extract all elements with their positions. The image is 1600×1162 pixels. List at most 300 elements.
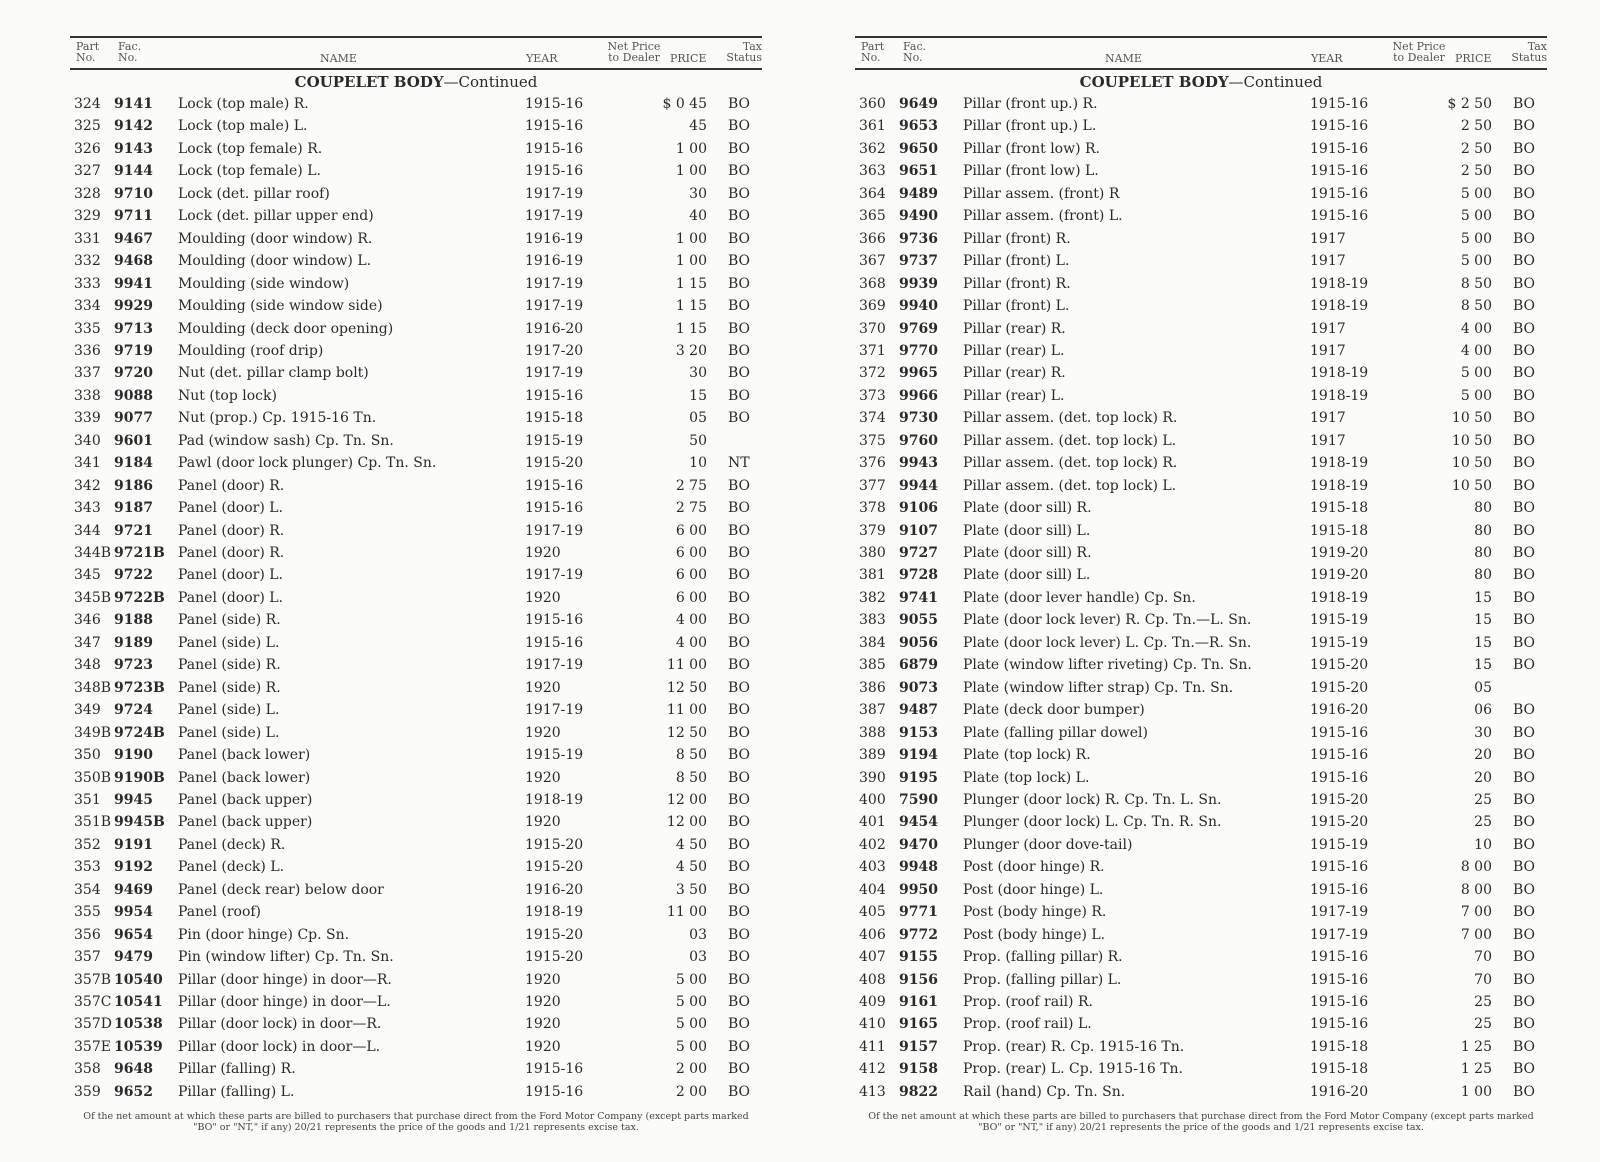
table-row <box>70 273 762 295</box>
header-net-price: Net Price to Dealer <box>607 40 661 64</box>
price: 12 00 <box>666 814 707 831</box>
part-name: Pillar (front) R. <box>963 275 1071 292</box>
year: 1915-18 <box>1310 1061 1369 1078</box>
part-name: Pillar assem. (det. top lock) R. <box>963 410 1178 427</box>
part-name: Panel (door) R. <box>178 545 285 561</box>
part-no: 374 <box>859 410 886 427</box>
tax-status: BO <box>728 500 751 517</box>
tax-status: BO <box>728 140 751 157</box>
price: 11 00 <box>666 904 707 921</box>
section-title <box>70 73 762 91</box>
table-header <box>855 36 1547 70</box>
part-no: 372 <box>859 365 886 382</box>
year: 1920 <box>525 589 561 606</box>
part-name: Prop. (roof rail) R. <box>963 994 1093 1010</box>
year: 1917 <box>1310 432 1346 449</box>
part-no: 344B <box>74 545 112 561</box>
year: 1915-20 <box>1310 679 1369 696</box>
table-header <box>70 36 762 70</box>
tax-status: BO <box>728 163 751 180</box>
year: 1915-16 <box>1310 859 1369 876</box>
header-net-price: Net Price to Dealer <box>1392 40 1446 64</box>
table-row <box>855 789 1547 811</box>
year: 1915-16 <box>525 118 584 135</box>
fac-no: 9728 <box>899 567 938 584</box>
part-no: 382 <box>859 589 886 606</box>
part-no: 355 <box>74 904 101 921</box>
price: 80 <box>1474 500 1492 517</box>
fac-no: 9055 <box>899 612 938 629</box>
part-name: Prop. (falling pillar) R. <box>963 949 1123 966</box>
part-no: 385 <box>859 657 886 674</box>
price: 30 <box>689 365 707 382</box>
table-row <box>70 160 762 182</box>
price: 45 <box>689 118 707 135</box>
year: 1917 <box>1310 320 1346 337</box>
year: 1916-20 <box>1310 702 1369 719</box>
part-name: Panel (deck) L. <box>178 859 285 876</box>
part-name: Plate (door lever handle) Cp. Sn. <box>963 589 1196 606</box>
part-no: 359 <box>74 1083 101 1100</box>
price: 25 <box>1474 791 1492 808</box>
tax-status: BO <box>1513 567 1536 584</box>
table-row <box>70 362 762 384</box>
tax-status: BO <box>1513 1083 1536 1100</box>
part-name: Panel (back upper) <box>178 814 313 831</box>
footnote: Of the net amount at which these parts are billed to purchasers that purchase direct from the Ford Motor Company (except parts marked "BO" or "NT," if any) 20/21 represents the price of the goods and 1/21 represents excise tax. <box>868 1111 1534 1133</box>
tax-status: BO <box>1513 96 1536 112</box>
part-no: 328 <box>74 185 101 202</box>
tax-status: BO <box>1513 589 1536 606</box>
part-no: 403 <box>859 859 886 876</box>
part-no: 331 <box>74 230 101 247</box>
part-name: Panel (back upper) <box>178 791 313 808</box>
part-no: 369 <box>859 298 886 315</box>
price: 2 00 <box>675 1083 707 1100</box>
price: 5 00 <box>675 994 707 1010</box>
part-name: Pin (door hinge) Cp. Sn. <box>178 926 350 943</box>
part-no: 362 <box>859 140 886 157</box>
price: 6 00 <box>675 589 707 606</box>
header-fac-no: Fac. No. <box>118 40 142 64</box>
table-row <box>70 609 762 631</box>
part-no: 405 <box>859 904 886 921</box>
fac-no: 9769 <box>899 320 938 337</box>
price: 6 00 <box>675 522 707 539</box>
table-row <box>855 318 1547 340</box>
tax-status: BO <box>1513 185 1536 202</box>
part-no: 360 <box>859 96 886 112</box>
table-row <box>70 1058 762 1080</box>
part-name: Moulding (deck door opening) <box>178 320 394 337</box>
price: 5 00 <box>1460 230 1492 247</box>
fac-no: 9088 <box>114 387 153 404</box>
price: 05 <box>689 410 707 427</box>
year: 1915-16 <box>1310 994 1369 1010</box>
header-part-no: Part No. <box>861 40 885 64</box>
part-no: 366 <box>859 230 886 247</box>
year: 1917-19 <box>525 365 584 382</box>
part-no: 354 <box>74 881 101 898</box>
part-name: Plate (deck door bumper) <box>963 702 1145 719</box>
price: 4 50 <box>675 859 707 876</box>
part-no: 378 <box>859 500 886 517</box>
price: 8 50 <box>1460 298 1492 315</box>
fac-no: 9722 <box>114 567 153 584</box>
table-row <box>70 475 762 497</box>
year: 1915-16 <box>525 612 584 629</box>
fac-no: 9822 <box>899 1083 938 1100</box>
tax-status: BO <box>1513 455 1536 472</box>
section-title <box>855 73 1547 91</box>
fac-no: 9721B <box>114 545 165 561</box>
part-no: 325 <box>74 118 101 135</box>
tax-status: BO <box>728 657 751 674</box>
tax-status: BO <box>728 320 751 337</box>
part-no: 357 <box>74 949 101 966</box>
year: 1915-20 <box>1310 814 1369 831</box>
part-no: 350B <box>74 769 112 786</box>
table-row <box>855 744 1547 766</box>
part-no: 327 <box>74 163 101 180</box>
part-name: Panel (door) L. <box>178 567 283 584</box>
year: 1920 <box>525 724 561 741</box>
price: 5 00 <box>1460 208 1492 225</box>
part-name: Panel (back lower) <box>178 769 311 786</box>
year: 1915-16 <box>525 500 584 517</box>
part-name: Nut (prop.) Cp. 1915-16 Tn. <box>178 410 377 427</box>
table-row <box>70 654 762 676</box>
year: 1915-16 <box>1310 971 1369 988</box>
part-name: Lock (top male) R. <box>178 96 309 112</box>
fac-no: 9601 <box>114 432 153 449</box>
fac-no: 9192 <box>114 859 153 876</box>
part-name: Plate (top lock) R. <box>963 747 1091 764</box>
price: 25 <box>1474 1016 1492 1033</box>
header-name: NAME <box>320 52 357 65</box>
year: 1915-18 <box>525 410 584 427</box>
year: 1915-20 <box>525 455 584 472</box>
price: 20 <box>1474 747 1492 764</box>
tax-status: BO <box>1513 545 1536 561</box>
year: 1915-16 <box>1310 118 1369 135</box>
tax-status: BO <box>1513 410 1536 427</box>
price: 4 50 <box>675 836 707 853</box>
year: 1915-16 <box>1310 208 1369 225</box>
part-name: Pin (window lifter) Cp. Tn. Sn. <box>178 949 394 966</box>
table-row <box>855 969 1547 991</box>
section-suffix: —Continued <box>443 73 538 91</box>
fac-no: 9468 <box>114 253 153 270</box>
part-name: Prop. (rear) L. Cp. 1915-16 Tn. <box>963 1061 1183 1078</box>
year: 1915-16 <box>525 96 584 112</box>
tax-status: BO <box>1513 477 1536 494</box>
table-row <box>855 811 1547 833</box>
fac-no: 6879 <box>899 657 938 674</box>
price: 5 00 <box>1460 365 1492 382</box>
tax-status: BO <box>728 949 751 966</box>
year: 1915-16 <box>1310 949 1369 966</box>
tax-status: BO <box>728 859 751 876</box>
part-name: Rail (hand) Cp. Tn. Sn. <box>963 1083 1126 1100</box>
table-row <box>855 362 1547 384</box>
fac-no: 9454 <box>899 814 938 831</box>
part-name: Pillar (door hinge) in door—R. <box>178 971 392 988</box>
tax-status: BO <box>1513 432 1536 449</box>
year: 1920 <box>525 994 561 1010</box>
fac-no: 9153 <box>899 724 938 741</box>
fac-no: 9190 <box>114 747 153 764</box>
fac-no: 9653 <box>899 118 938 135</box>
price: 2 50 <box>1460 163 1492 180</box>
fac-no: 9073 <box>899 679 938 696</box>
tax-status: BO <box>728 275 751 292</box>
tax-status: BO <box>1513 140 1536 157</box>
tax-status: BO <box>728 814 751 831</box>
part-no: 346 <box>74 612 101 629</box>
fac-no: 9929 <box>114 298 153 315</box>
part-no: 351B <box>74 814 112 831</box>
price: 5 00 <box>675 1016 707 1033</box>
year: 1915-16 <box>525 1061 584 1078</box>
price: 6 00 <box>675 545 707 561</box>
fac-no: 9469 <box>114 881 153 898</box>
table-row <box>70 722 762 744</box>
year: 1915-16 <box>1310 140 1369 157</box>
part-name: Pillar (front low) L. <box>963 163 1099 180</box>
year: 1918-19 <box>1310 477 1369 494</box>
part-no: 384 <box>859 634 886 651</box>
table-row <box>70 744 762 766</box>
part-no: 406 <box>859 926 886 943</box>
year: 1915-16 <box>525 634 584 651</box>
part-name: Panel (side) R. <box>178 657 281 674</box>
fac-no: 9721 <box>114 522 153 539</box>
table-row <box>70 969 762 991</box>
table-row <box>70 250 762 272</box>
year: 1920 <box>525 971 561 988</box>
tax-status: BO <box>1513 208 1536 225</box>
year: 1918-19 <box>1310 455 1369 472</box>
table-row <box>70 452 762 474</box>
year: 1920 <box>525 545 561 561</box>
price: 5 00 <box>675 1038 707 1055</box>
part-name: Moulding (door window) R. <box>178 230 373 247</box>
price: 1 15 <box>675 298 707 315</box>
fac-no: 9194 <box>899 747 938 764</box>
part-name: Plate (door lock lever) R. Cp. Tn.—L. Sn. <box>963 612 1252 629</box>
fac-no: 9056 <box>899 634 938 651</box>
part-name: Pillar assem. (det. top lock) L. <box>963 432 1177 449</box>
price: 10 50 <box>1451 455 1492 472</box>
part-no: 400 <box>859 791 886 808</box>
part-no: 390 <box>859 769 886 786</box>
fac-no: 9195 <box>899 769 938 786</box>
table-row <box>70 542 762 564</box>
year: 1917-19 <box>525 657 584 674</box>
tax-status: BO <box>728 994 751 1010</box>
table-row <box>855 407 1547 429</box>
part-name: Pillar (front) R. <box>963 230 1071 247</box>
table-row <box>855 1081 1547 1103</box>
part-no: 357D <box>74 1016 112 1033</box>
part-name: Pillar (door lock) in door—R. <box>178 1016 382 1033</box>
part-no: 341 <box>74 455 101 472</box>
price: 10 <box>689 455 707 472</box>
year: 1917-19 <box>525 208 584 225</box>
table-row <box>855 834 1547 856</box>
tax-status: BO <box>728 96 751 112</box>
table-row <box>855 160 1547 182</box>
footnote: Of the net amount at which these parts are billed to purchasers that purchase direct from the Ford Motor Company (except parts marked "BO" or "NT," if any) 20/21 represents the price of the goods and 1/21 represents excise tax. <box>83 1111 749 1133</box>
fac-no: 9954 <box>114 904 153 921</box>
table-row <box>70 318 762 340</box>
price: 1 00 <box>1460 1083 1492 1100</box>
fac-no: 9944 <box>899 477 938 494</box>
table-row <box>70 991 762 1013</box>
fac-no: 9939 <box>899 275 938 292</box>
year: 1920 <box>525 679 561 696</box>
table-row <box>855 677 1547 699</box>
table-row <box>855 1036 1547 1058</box>
part-no: 357B <box>74 971 112 988</box>
table-row <box>70 407 762 429</box>
part-name: Panel (door) L. <box>178 500 283 517</box>
tax-status: BO <box>728 185 751 202</box>
fac-no: 9710 <box>114 185 153 202</box>
year: 1915-19 <box>1310 634 1369 651</box>
part-name: Plate (window lifter strap) Cp. Tn. Sn. <box>963 679 1234 696</box>
fac-no: 9719 <box>114 342 153 359</box>
fac-no: 9107 <box>899 522 938 539</box>
tax-status: BO <box>728 836 751 853</box>
year: 1917-19 <box>1310 926 1369 943</box>
year: 1915-16 <box>1310 724 1369 741</box>
tax-status: BO <box>1513 275 1536 292</box>
part-no: 409 <box>859 994 886 1010</box>
price: 10 50 <box>1451 477 1492 494</box>
part-no: 375 <box>859 432 886 449</box>
part-name: Panel (door) L. <box>178 589 283 606</box>
part-name: Pillar (front) L. <box>963 298 1070 315</box>
table-row <box>70 767 762 789</box>
year: 1917-19 <box>525 298 584 315</box>
year: 1915-16 <box>525 140 584 157</box>
part-no: 345B <box>74 589 112 606</box>
part-name: Lock (top male) L. <box>178 118 308 135</box>
price: 7 00 <box>1460 926 1492 943</box>
tax-status: BO <box>1513 522 1536 539</box>
fac-no: 9157 <box>899 1038 938 1055</box>
part-name: Plate (door lock lever) L. Cp. Tn.—R. Sn. <box>963 634 1252 651</box>
tax-status: BO <box>728 522 751 539</box>
fac-no: 10539 <box>114 1038 163 1055</box>
year: 1916-19 <box>525 253 584 270</box>
tax-status: BO <box>1513 387 1536 404</box>
table-row <box>70 1036 762 1058</box>
fac-no: 9142 <box>114 118 153 135</box>
table-row <box>855 228 1547 250</box>
table-row <box>70 924 762 946</box>
header-part-no: Part No. <box>76 40 100 64</box>
year: 1919-20 <box>1310 567 1369 584</box>
year: 1915-16 <box>1310 163 1369 180</box>
part-name: Lock (top female) R. <box>178 140 323 157</box>
price: 8 00 <box>1460 859 1492 876</box>
price: 8 50 <box>1460 275 1492 292</box>
price: 5 00 <box>1460 387 1492 404</box>
table-row <box>855 520 1547 542</box>
tax-status: BO <box>728 298 751 315</box>
year: 1920 <box>525 1038 561 1055</box>
table-row <box>855 632 1547 654</box>
part-name: Pillar (rear) R. <box>963 365 1066 382</box>
table-row <box>855 295 1547 317</box>
tax-status: BO <box>1513 500 1536 517</box>
year: 1915-16 <box>1310 185 1369 202</box>
header-price: PRICE <box>1455 52 1492 65</box>
tax-status: BO <box>728 230 751 247</box>
price: 40 <box>689 208 707 225</box>
part-no: 361 <box>859 118 886 135</box>
tax-status: BO <box>1513 994 1536 1010</box>
year: 1915-19 <box>1310 836 1369 853</box>
year: 1915-18 <box>1310 522 1369 539</box>
year: 1917-19 <box>525 185 584 202</box>
price: 11 00 <box>666 657 707 674</box>
tax-status: BO <box>1513 230 1536 247</box>
part-no: 329 <box>74 208 101 225</box>
fac-no: 9188 <box>114 612 153 629</box>
table-row <box>70 115 762 137</box>
tax-status: BO <box>728 342 751 359</box>
tax-status: BO <box>728 1016 751 1033</box>
price: 80 <box>1474 545 1492 561</box>
tax-status: BO <box>1513 836 1536 853</box>
part-name: Pillar (door hinge) in door—L. <box>178 994 391 1010</box>
fac-no: 9186 <box>114 477 153 494</box>
part-name: Lock (top female) L. <box>178 163 321 180</box>
header-price: PRICE <box>670 52 707 65</box>
part-no: 389 <box>859 747 886 764</box>
table-row <box>70 138 762 160</box>
part-no: 350 <box>74 747 101 764</box>
tax-status: BO <box>728 1083 751 1100</box>
fac-no: 9945B <box>114 814 165 831</box>
tax-status: BO <box>1513 657 1536 674</box>
part-name: Post (body hinge) L. <box>963 926 1106 943</box>
header-tax-status: Tax Status <box>1511 40 1547 64</box>
tax-status: BO <box>728 1061 751 1078</box>
part-no: 357C <box>74 994 112 1010</box>
tax-status: BO <box>1513 904 1536 921</box>
part-name: Plate (window lifter riveting) Cp. Tn. Sn. <box>963 657 1252 674</box>
part-name: Pad (window sash) Cp. Tn. Sn. <box>178 432 394 449</box>
part-name: Moulding (door window) L. <box>178 253 372 270</box>
table-row <box>70 811 762 833</box>
fac-no: 9490 <box>899 208 938 225</box>
tax-status: BO <box>728 567 751 584</box>
price: 05 <box>1474 679 1492 696</box>
price: 5 00 <box>1460 253 1492 270</box>
price: 11 00 <box>666 702 707 719</box>
price: 2 75 <box>675 500 707 517</box>
part-no: 363 <box>859 163 886 180</box>
part-no: 349B <box>74 724 112 741</box>
price: 10 50 <box>1451 432 1492 449</box>
header-name: NAME <box>1105 52 1142 65</box>
price: 15 <box>1474 612 1492 629</box>
